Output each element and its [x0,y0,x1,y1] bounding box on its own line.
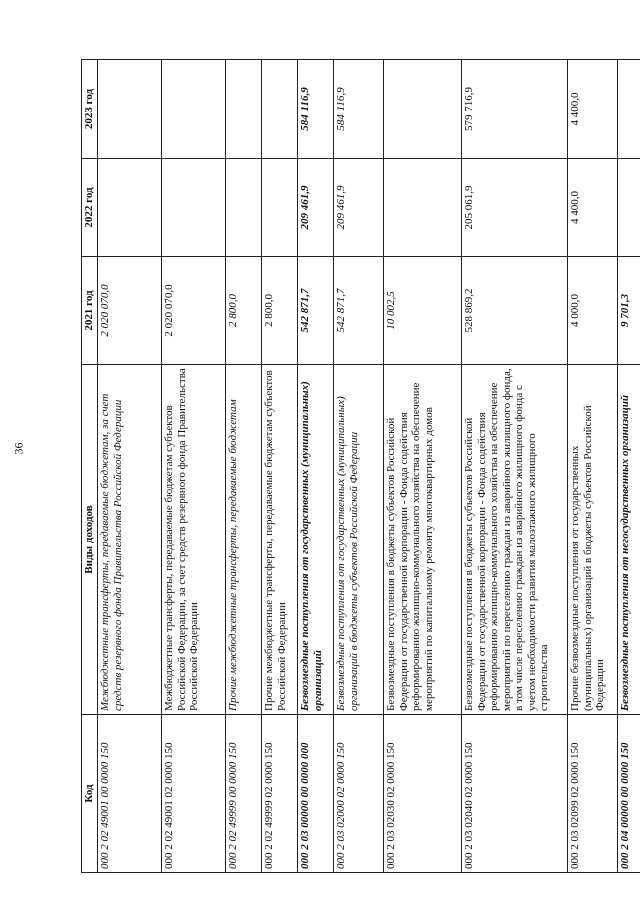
code-cell: 000 2 03 02099 02 0000 150 [568,715,618,873]
code-cell: 000 2 04 00000 00 0000 150 [618,715,640,873]
table-row [618,60,640,873]
value-2023-cell [162,60,226,159]
value-2023-cell [98,60,162,159]
value-2023-cell [384,60,462,159]
name-cell: Межбюджетные трансферты, передаваемые бюджетам, за счет средств резервного фонда Правительства Российской Федерации [98,365,162,715]
value-2022-cell [618,159,640,257]
value-2023-cell [226,60,262,159]
table-row [334,60,384,873]
code-cell: 000 2 03 02030 02 0000 150 [384,715,462,873]
value-2021-cell: 10 002,5 [384,257,462,365]
name-cell: Безвозмездные поступления от негосударственных организаций [618,365,640,715]
value-2022-cell: 205 061,9 [462,159,568,257]
code-cell: 000 2 03 00000 00 0000 000 [298,715,334,873]
name-cell: Прочие безвозмездные поступления от государственных (муниципальных) организаций в бюджеты субъектов Российской Федерации [568,365,618,715]
table-row [98,60,162,873]
value-2021-cell: 542 871,7 [334,257,384,365]
code-cell: 000 2 03 02000 02 0000 150 [334,715,384,873]
table-row [226,60,262,873]
rotated-table-sheet [81,60,631,873]
name-cell: Безвозмездные поступления в бюджеты субъектов Российской Федерации от государственной корпорации - Фонда содействия реформированию жилищно-коммунального хозяйства на обеспечение мероприятий по переселению граждан из аварийного жилищного фонда, в том числе переселению граждан из аварийного жилищного фонда с учетом необходимости развития малоэтажного жилищного строительства [462,365,568,715]
value-2022-cell: 209 461,9 [298,159,334,257]
header-2021: 2021 год [82,257,98,365]
header-2023: 2023 год [82,60,98,159]
name-cell: Безвозмездные поступления в бюджеты субъектов Российской Федерации от государственной корпорации - Фонда содействия реформированию жилищно-коммунального хозяйства на обеспечение мероприятий по капитальному ремонту многоквартирных домов [384,365,462,715]
value-2023-cell [262,60,298,159]
table-row [162,60,226,873]
value-2021-cell: 528 869,2 [462,257,568,365]
code-cell: 000 2 02 49999 02 0000 150 [262,715,298,873]
table-row [298,60,334,873]
name-cell: Прочие межбюджетные трансферты, передаваемые бюджетам [226,365,262,715]
value-2021-cell: 4 000,0 [568,257,618,365]
value-2023-cell: 4 400,0 [568,60,618,159]
code-cell: 000 2 02 49001 00 0000 150 [98,715,162,873]
value-2021-cell: 9 701,3 [618,257,640,365]
table-row [262,60,298,873]
value-2021-cell: 2 800,0 [262,257,298,365]
header-code: Код [82,715,98,873]
revenue-table [81,59,640,873]
value-2023-cell: 584 116,9 [298,60,334,159]
value-2022-cell [98,159,162,257]
code-cell: 000 2 02 49001 02 0000 150 [162,715,226,873]
value-2021-cell: 2 800,0 [226,257,262,365]
page-number: 36 [11,442,26,455]
table-row [568,60,618,873]
value-2021-cell: 542 871,7 [298,257,334,365]
value-2022-cell [262,159,298,257]
value-2023-cell: 579 716,9 [462,60,568,159]
name-cell: Безвозмездные поступления от государственных (муниципальных) организаций в бюджеты субъектов Российской Федерации [334,365,384,715]
header-name: Виды доходов [82,365,98,715]
value-2022-cell: 209 461,9 [334,159,384,257]
value-2022-cell [226,159,262,257]
value-2023-cell [618,60,640,159]
name-cell: Межбюджетные трансферты, передаваемые бюджетам субъектов Российской Федерации, за счет средств резервного фонда Правительства Российской Федерации [162,365,226,715]
table-row [384,60,462,873]
code-cell: 000 2 02 49999 00 0000 150 [226,715,262,873]
value-2022-cell [384,159,462,257]
name-cell: Безвозмездные поступления от государственных (муниципальных) организаций [298,365,334,715]
table-row [462,60,568,873]
name-cell: Прочие межбюджетные трансферты, передаваемые бюджетам субъектов Российской Федерации [262,365,298,715]
header-2022: 2022 год [82,159,98,257]
value-2021-cell: 2 020 070,0 [162,257,226,365]
value-2022-cell [162,159,226,257]
value-2021-cell: 2 020 070,0 [98,257,162,365]
value-2022-cell: 4 400,0 [568,159,618,257]
header-row [82,60,98,873]
code-cell: 000 2 03 02040 02 0000 150 [462,715,568,873]
value-2023-cell: 584 116,9 [334,60,384,159]
